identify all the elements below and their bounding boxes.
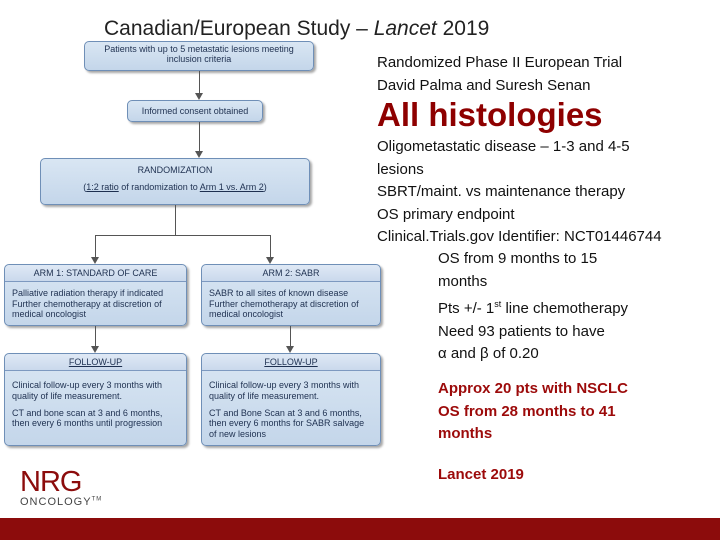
eligibility-text: Patients with up to 5 metastatic lesions meeting inclusion criteria xyxy=(104,44,294,65)
alpha-symbol: α xyxy=(438,345,447,362)
headline: All histologies xyxy=(377,96,603,133)
footer-bar xyxy=(0,518,720,540)
sample-size: Need 93 patients to have xyxy=(438,322,605,340)
followup1-line2: CT and bone scan at 3 and 6 months, then every 6 months until progression xyxy=(12,408,163,429)
logo-nrg: NRG xyxy=(20,466,82,498)
followup1-line1: Clinical follow-up every 3 months with quality of life measurement. xyxy=(12,380,163,401)
beta-symbol: β xyxy=(480,345,489,362)
bullet-item: lesions xyxy=(377,160,424,178)
bullet-item: SBRT/maint. vs maintenance therapy xyxy=(377,183,626,200)
alpha-beta: α and β of 0.20 xyxy=(438,345,539,362)
nsclc-highlight: Approx 20 pts with NSCLC OS from 28 months to 41 months xyxy=(438,380,629,442)
arms-text: Arm 1 vs. Arm 2 xyxy=(199,182,264,193)
followup1-box xyxy=(4,353,187,446)
followup2-heading: FOLLOW-UP xyxy=(202,354,380,371)
bullet-item: Clinical.Trials.gov Identifier: NCT01446744 xyxy=(377,228,662,245)
eligibility-box xyxy=(84,41,314,71)
consent-box xyxy=(127,100,263,122)
bullet-item: OS primary endpoint xyxy=(377,205,515,223)
followup2-box xyxy=(201,353,381,446)
trial-info xyxy=(377,52,622,97)
consent-text: Informed consent obtained xyxy=(141,106,249,116)
os-improvement-cont: months xyxy=(438,272,488,290)
followup1-heading: FOLLOW-UP xyxy=(5,354,186,371)
arm2-heading: ARM 2: SABR xyxy=(202,265,380,282)
pts-chemo: Pts +/- 1st line chemotherapy xyxy=(438,299,629,317)
logo-oncology: ONCOLOGY™ xyxy=(20,496,103,508)
arm1-box xyxy=(4,264,187,326)
randomization-heading: RANDOMIZATION xyxy=(137,165,213,175)
randomization-detail: (1:2 ratio of randomization to Arm 1 vs. Arm 2) xyxy=(83,182,267,193)
followup2-line2: CT and Bone Scan at 3 and 6 months, then every 6 months for SABR salvage of new lesions xyxy=(209,408,365,439)
slide-title xyxy=(104,17,489,41)
title-journal: Lancet xyxy=(373,17,437,40)
sub-bullet-list xyxy=(438,248,628,366)
title-year: 2019 xyxy=(436,17,490,40)
arm1-heading: ARM 1: STANDARD OF CARE xyxy=(5,265,186,282)
followup2-line1: Clinical follow-up every 3 months with quality of life measurement. xyxy=(209,380,360,401)
nrg-oncology-logo xyxy=(20,468,102,508)
trial-type: Randomized Phase II European Trial xyxy=(377,54,623,71)
citation: Lancet 2019 xyxy=(438,466,524,483)
bullet-item: Oligometastatic disease – 1-3 and 4-5 xyxy=(377,138,630,155)
arm2-line1: SABR to all sites of known disease xyxy=(209,288,349,299)
trial-authors: David Palma and Suresh Senan xyxy=(377,76,591,94)
arm2-line2: Further chemotherapy at discretion of medical oncologist xyxy=(209,298,359,320)
title-main: Canadian/European Study – xyxy=(104,17,374,40)
arm1-line1: Palliative radiation therapy if indicated xyxy=(12,288,164,299)
randomization-box xyxy=(40,158,310,205)
arm1-line2: Further chemotherapy at discretion of medical oncologist xyxy=(12,298,162,320)
arm2-box xyxy=(201,264,381,326)
ratio-text: 1:2 ratio xyxy=(86,182,119,193)
bullet-list xyxy=(377,136,662,249)
os-improvement: OS from 9 months to 15 xyxy=(438,250,598,267)
